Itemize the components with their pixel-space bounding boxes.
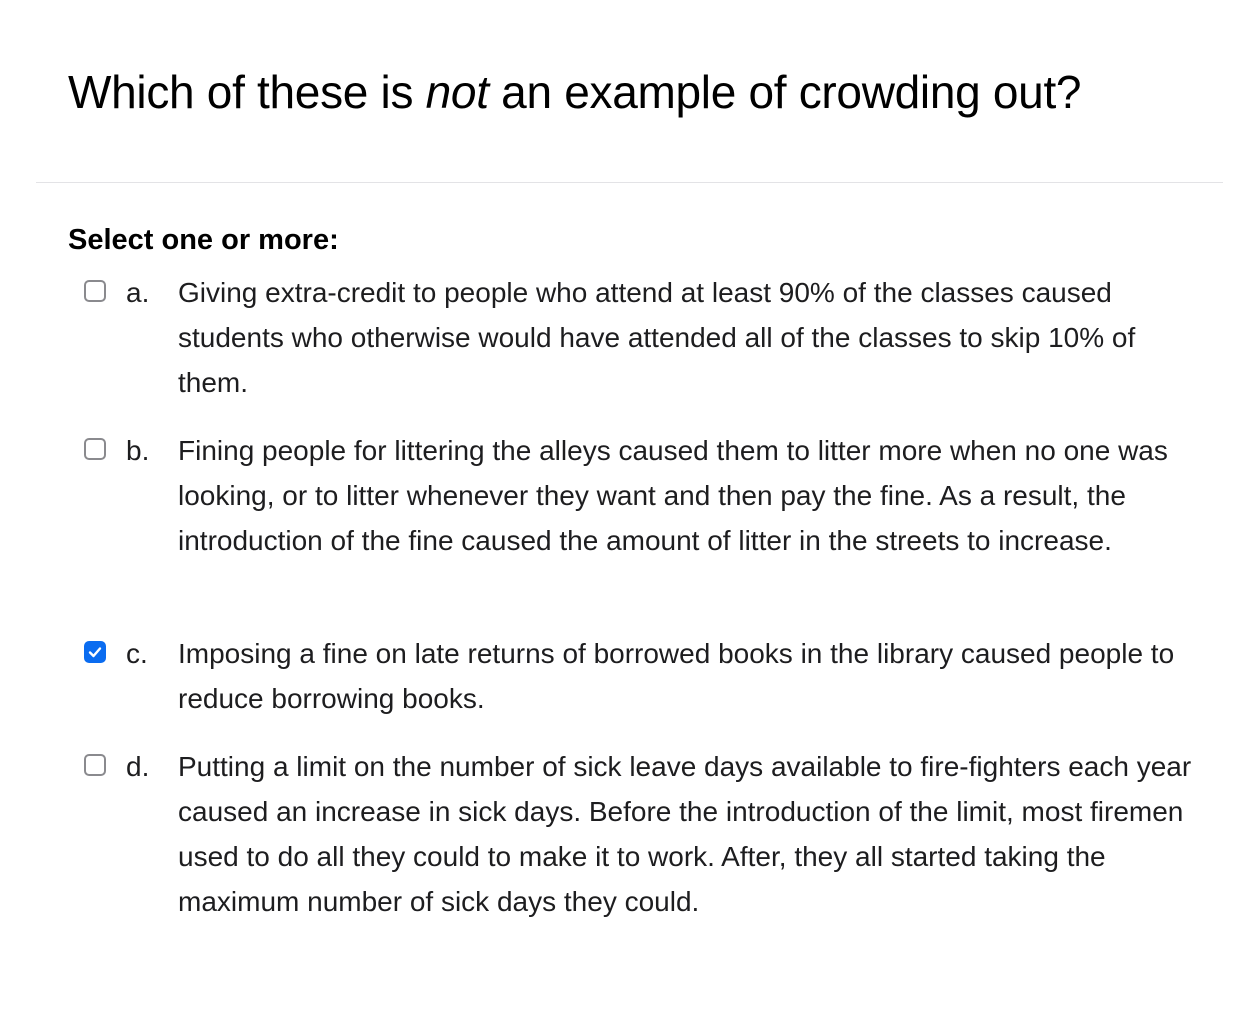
option-d[interactable] xyxy=(80,744,1200,924)
question-title-start: Which of these is xyxy=(68,66,426,118)
option-d-checkbox[interactable] xyxy=(84,754,106,776)
question-title-emphasis: not xyxy=(425,66,489,118)
divider xyxy=(36,182,1223,183)
question-title xyxy=(68,62,1081,122)
option-b-letter: b. xyxy=(126,435,150,466)
option-d-letter: d. xyxy=(126,751,150,782)
select-prompt: Select one or more: xyxy=(68,224,339,256)
option-c-checkbox[interactable] xyxy=(84,641,106,663)
checkmark-icon xyxy=(87,644,103,660)
option-b-text[interactable]: Fining people for littering the alleys caused them to litter more when no one was looking, or to litter whenever they want and then pay the fine. As a result, the introduction of the fine caused the amount of litter in the streets to increase. xyxy=(178,435,1168,556)
option-b[interactable] xyxy=(80,428,1200,563)
option-b-checkbox[interactable] xyxy=(84,438,106,460)
option-c[interactable] xyxy=(80,631,1200,721)
option-a-letter: a. xyxy=(126,277,150,308)
option-c-text[interactable]: Imposing a fine on late returns of borrowed books in the library caused people to reduce borrowing books. xyxy=(178,638,1175,714)
option-c-letter: c. xyxy=(126,638,148,669)
option-a-checkbox[interactable] xyxy=(84,280,106,302)
option-d-text[interactable]: Putting a limit on the number of sick leave days available to fire-fighters each year caused an increase in sick days. Before the introduction of the limit, most firemen used to do all they could to make it to work. After, they all started taking the maximum number of sick days they could. xyxy=(178,751,1192,917)
question-title-end: an example of crowding out? xyxy=(488,66,1082,118)
option-a[interactable] xyxy=(80,270,1200,405)
option-a-text[interactable]: Giving extra-credit to people who attend at least 90% of the classes caused students who otherwise would have attended all of the classes to skip 10% of them. xyxy=(178,277,1136,398)
